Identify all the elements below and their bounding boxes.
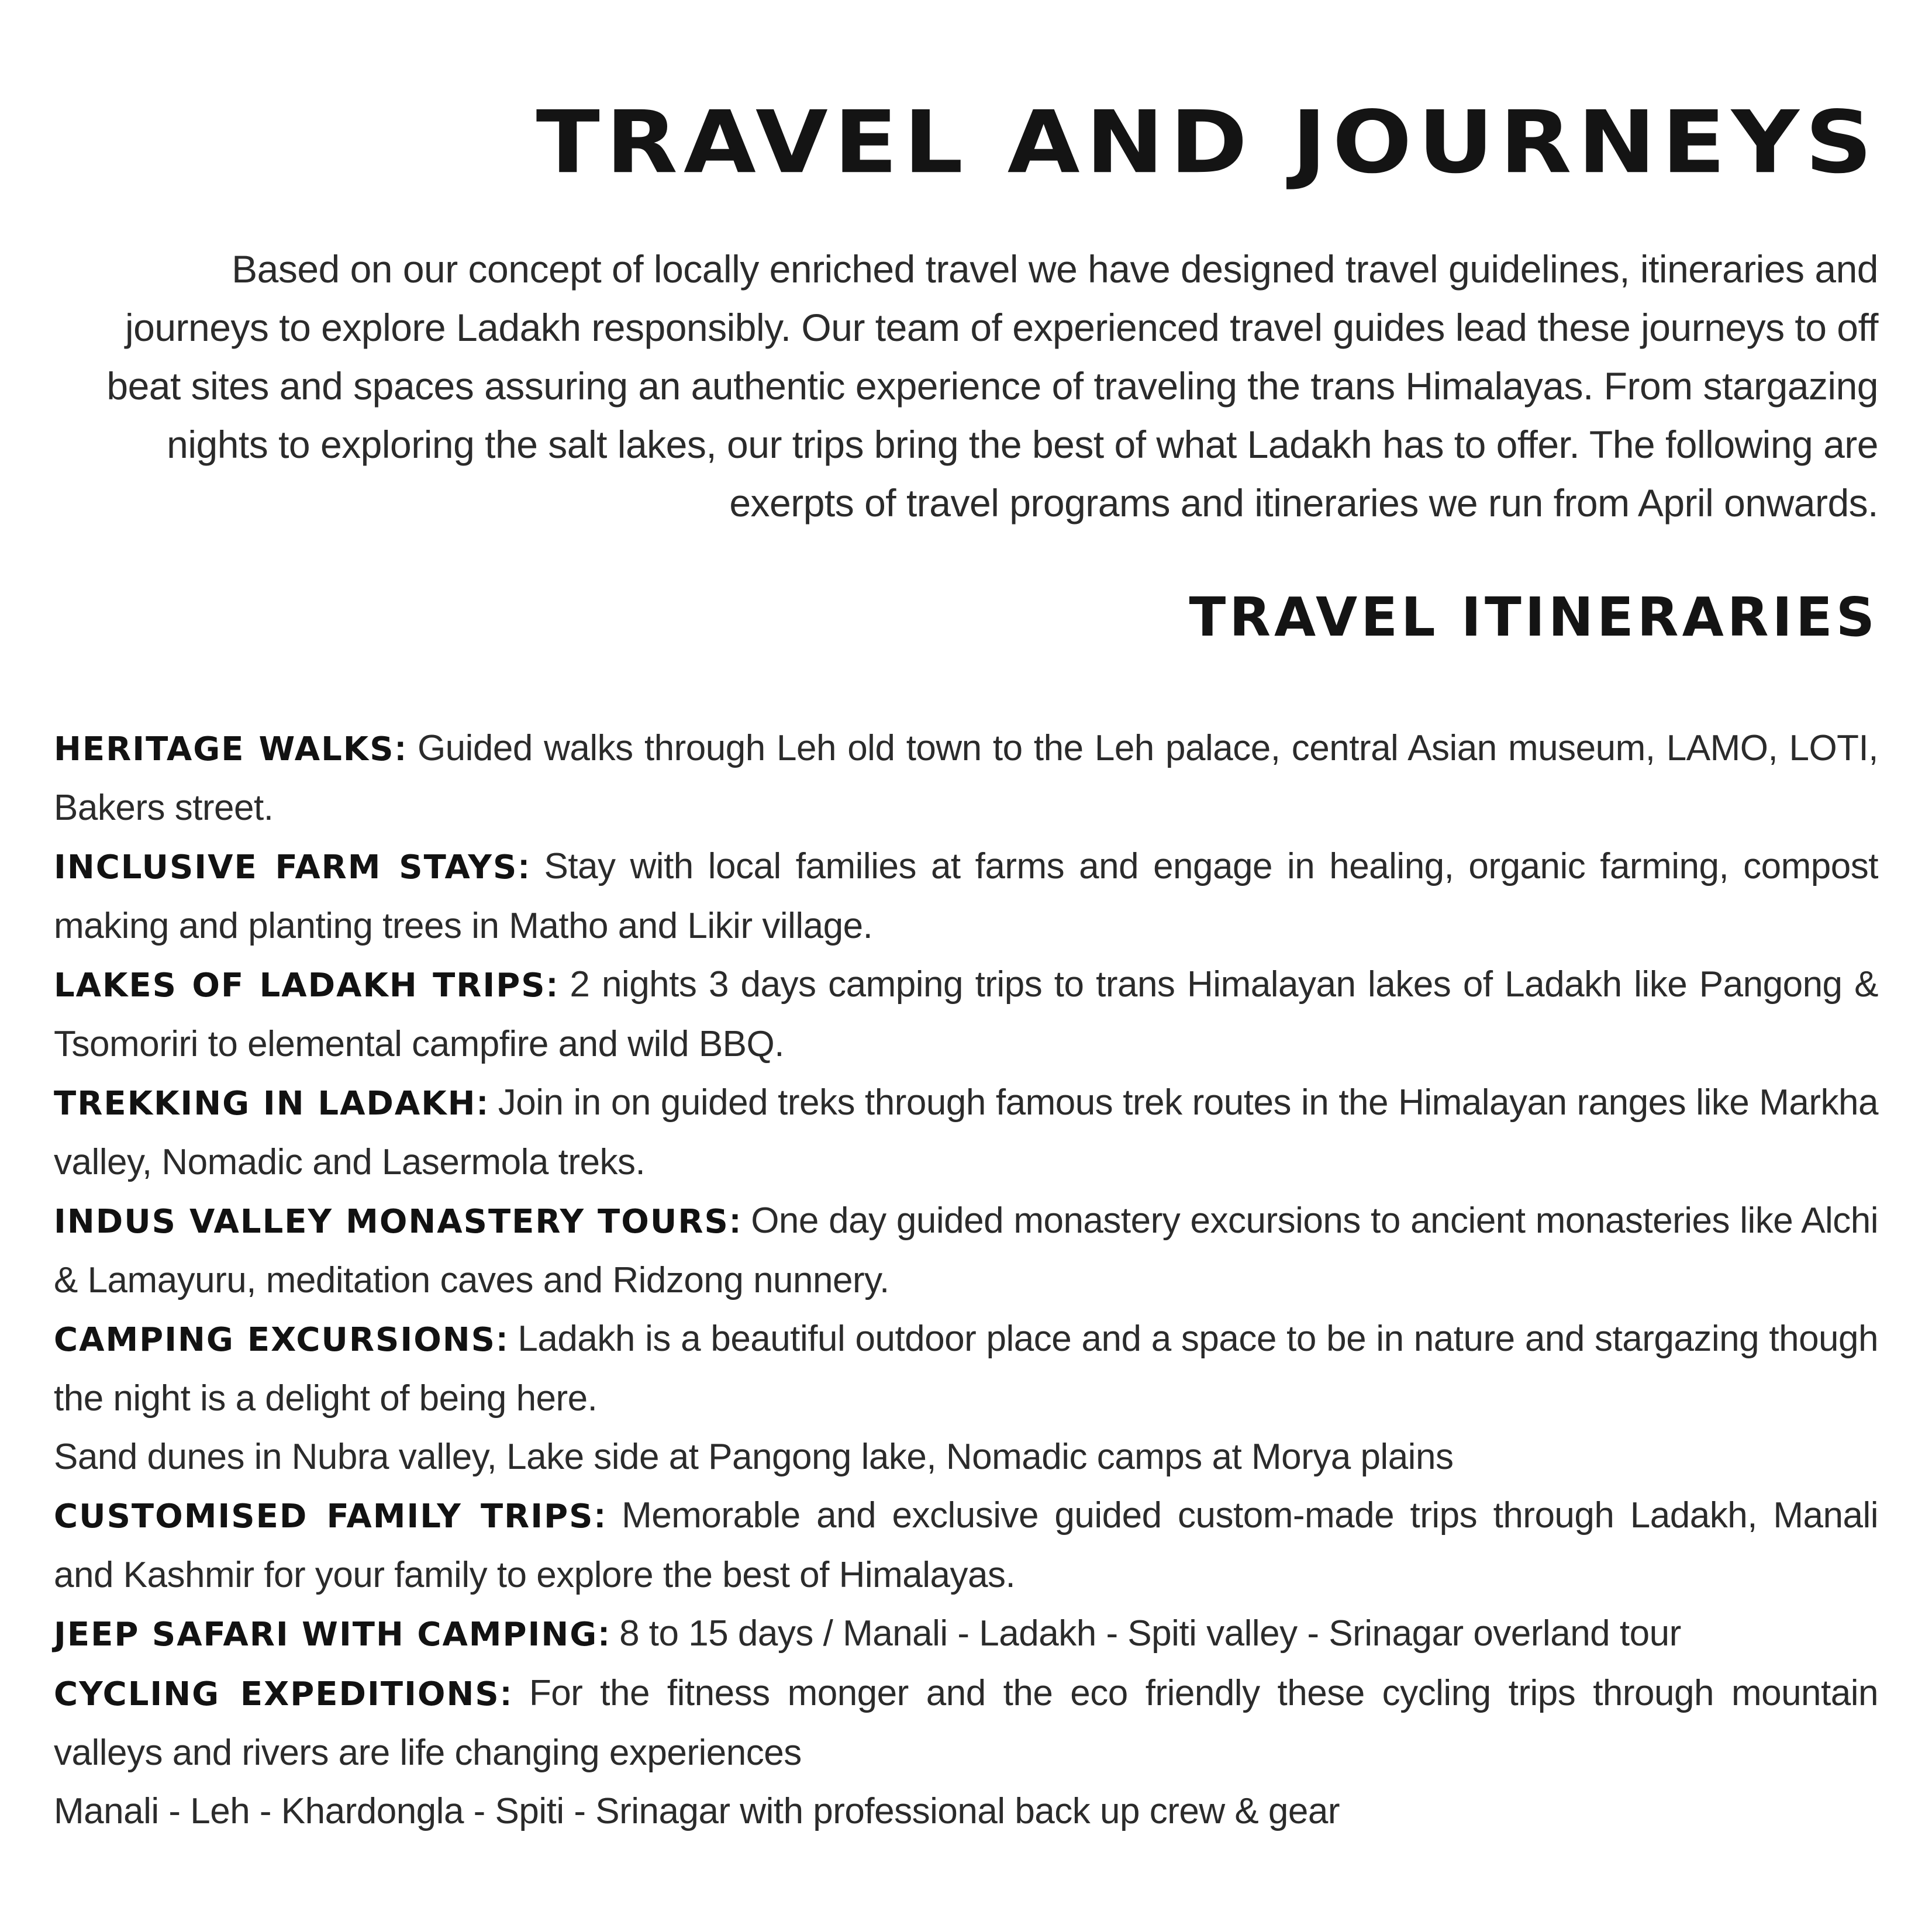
itinerary-colon: : <box>476 1082 488 1123</box>
document-page <box>54 0 1878 1932</box>
itinerary-description: One day guided monastery excursions to ancient monasteries like Alchi & Lamayuru, meditation caves and Ridzong nunnery. <box>54 1200 1878 1300</box>
itinerary-description: For the fitness monger and the eco friendly these cycling trips through mountain valleys and rivers are life changing experiences <box>54 1673 1878 1773</box>
itinerary-colon: : <box>546 964 558 1005</box>
itinerary-cycling-expeditions <box>54 1664 1878 1841</box>
itinerary-title: CUSTOMISED FAMILY TRIPS <box>54 1498 594 1536</box>
itinerary-title: LAKES OF LADAKH TRIPS <box>54 967 546 1005</box>
itinerary-customised-family-trips <box>54 1486 1878 1605</box>
itinerary-camping-excursions <box>54 1310 1878 1486</box>
itinerary-title: INCLUSIVE FARM STAYS <box>54 848 518 886</box>
itinerary-list <box>54 719 1878 1841</box>
itinerary-colon: : <box>496 1319 508 1359</box>
itinerary-colon: : <box>598 1613 610 1654</box>
itinerary-title: INDUS VALLEY MONASTERY TOURS <box>54 1203 729 1241</box>
itinerary-title: HERITAGE WALKS <box>54 730 395 768</box>
itinerary-title: CAMPING EXCURSIONS <box>54 1321 496 1359</box>
intro-paragraph: Based on our concept of locally enriched travel we have designed travel guidelines, itineraries and journeys to explore Ladakh responsibly. Our team of experienced travel guides lead these journeys to off beat sites and spaces assuring an authentic experience of traveling the trans Himalayas. From stargazing nights to exploring the salt lakes, our trips bring the best of what Ladakh has to offer. The following are exerpts of travel programs and itineraries we run from April onwards. <box>106 247 1878 525</box>
itinerary-inclusive-farm-stays <box>54 837 1878 955</box>
itinerary-extra-line: Sand dunes in Nubra valley, Lake side at Pangong lake, Nomadic camps at Morya plains <box>54 1437 1454 1477</box>
itinerary-title: JEEP SAFARI WITH CAMPING <box>54 1616 598 1654</box>
itinerary-colon: : <box>518 846 530 886</box>
itinerary-heritage-walks <box>54 719 1878 837</box>
itinerary-jeep-safari-with-camping <box>54 1605 1878 1664</box>
itinerary-colon: : <box>499 1673 512 1713</box>
itinerary-extra-line: Manali - Leh - Khardongla - Spiti - Srinagar with professional back up crew & gear <box>54 1791 1340 1831</box>
itinerary-title: TREKKING IN LADAKH <box>54 1085 477 1123</box>
itinerary-description: 2 nights 3 days camping trips to trans Himalayan lakes of Ladakh like Pangong & Tsomoriri to elemental campfire and wild BBQ. <box>54 964 1878 1064</box>
itinerary-lakes-of-ladakh <box>54 955 1878 1074</box>
itinerary-description: Ladakh is a beautiful outdoor place and a space to be in nature and stargazing though the night is a delight of being here. <box>54 1319 1878 1419</box>
itinerary-description: 8 to 15 days / Manali - Ladakh - Spiti valley - Srinagar overland tour <box>609 1613 1681 1654</box>
itinerary-description: Memorable and exclusive guided custom-made trips through Ladakh, Manali and Kashmir for your family to explore the best of Himalayas. <box>54 1495 1878 1595</box>
itinerary-colon: : <box>394 728 406 768</box>
page-title: TRAVEL AND JOURNEYS <box>536 92 1878 193</box>
itinerary-indus-valley-monastery-tours <box>54 1192 1878 1310</box>
itinerary-description: Stay with local families at farms and engage in healing, organic farming, compost making and planting trees in Matho and Likir village. <box>54 846 1879 946</box>
section-title: TRAVEL ITINERARIES <box>1189 586 1878 648</box>
itinerary-colon: : <box>594 1495 606 1536</box>
itinerary-title: CYCLING EXPEDITIONS <box>54 1675 500 1713</box>
itinerary-trekking-in-ladakh <box>54 1074 1878 1192</box>
itinerary-description: Guided walks through Leh old town to the Leh palace, central Asian museum, LAMO, LOTI, Bakers street. <box>54 728 1878 828</box>
itinerary-description: Join in on guided treks through famous trek routes in the Himalayan ranges like Markha valley, Nomadic and Lasermola treks. <box>54 1082 1878 1182</box>
itinerary-colon: : <box>729 1200 741 1241</box>
